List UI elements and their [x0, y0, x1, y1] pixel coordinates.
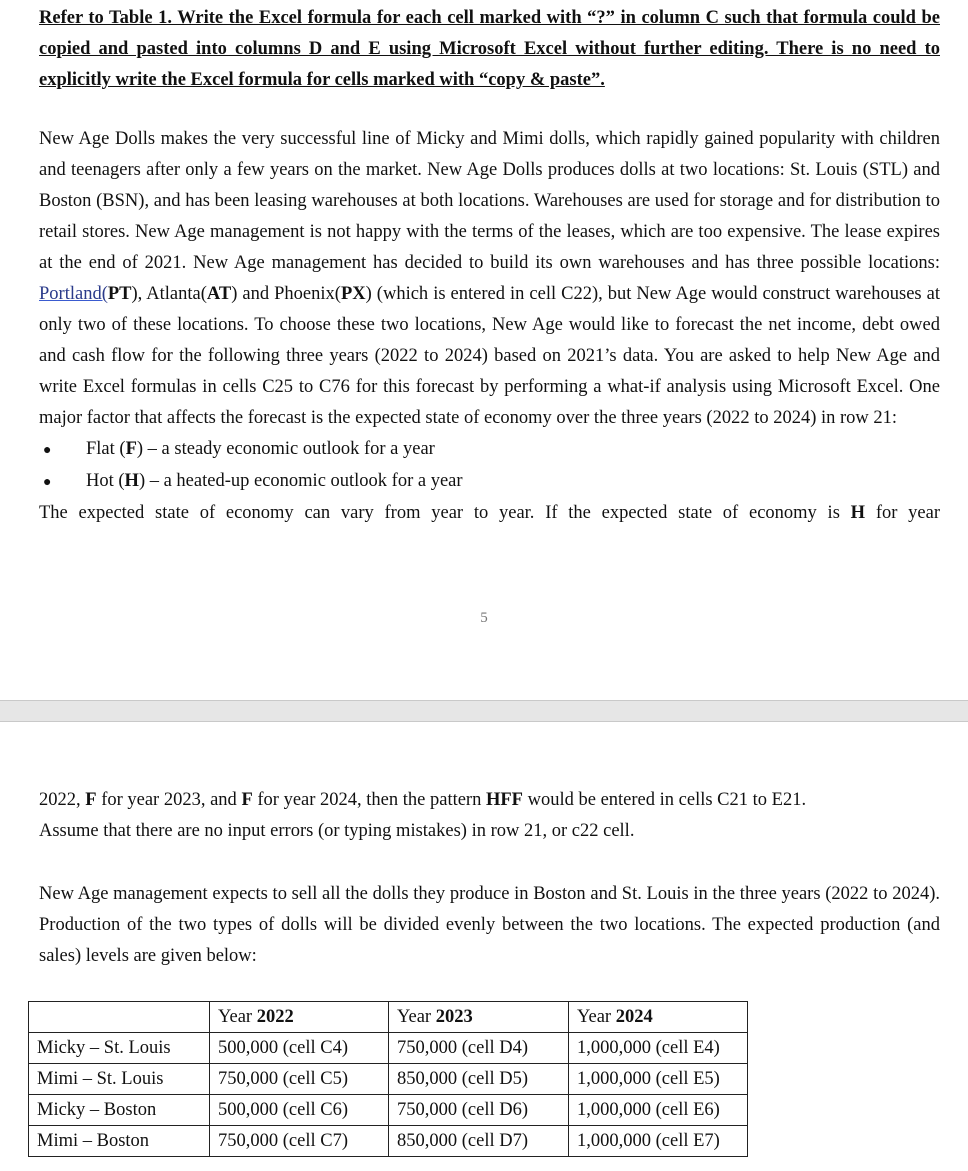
table-cell: 500,000 (cell C4)	[210, 1033, 389, 1064]
header-cell-empty	[29, 1002, 210, 1033]
pattern-text-d: would be entered in cells C21 to E21.	[522, 790, 807, 810]
bullet-dot: ●	[43, 443, 52, 458]
economy-state-sentence	[39, 498, 940, 529]
bullet-flat-pre: Flat (	[86, 439, 126, 459]
production-paragraph: New Age management expects to sell all the dolls they produce in Boston and St. Louis in the three years (2022 to 2024). Production of the two types of dolls will be divided evenly between the two locations. The expected production (and sales) levels are given below:	[39, 884, 940, 966]
header-cell-2024	[569, 1002, 748, 1033]
table-cell: 850,000 (cell D5)	[389, 1064, 569, 1095]
pattern-key-f1: F	[85, 790, 97, 810]
code-at: AT	[206, 284, 232, 304]
header-cell-2023	[389, 1002, 569, 1033]
bullet-dot: ●	[43, 475, 52, 490]
page-number: 5	[480, 610, 488, 626]
row-label: Micky – Boston	[29, 1095, 210, 1126]
table-cell: 750,000 (cell C7)	[210, 1126, 389, 1157]
pattern-text-c: for year 2024, then the pattern	[252, 790, 486, 810]
intro-text-d: ) (which is entered in cell C22), but New Age would construct warehouses at only two of these locations. To choose these two locations, New Age would like to forecast the net income, debt owed and cash flow for the following three years (2022 to 2024) based on 2021’s data. You are asked to help New Age and write Excel formulas in cells C25 to C76 for this forecast by performing a what-if analysis using Microsoft Excel. One major factor that affects the forecast is the expected state of economy over the three years (2022 to 2024) in row 21:	[39, 284, 940, 428]
pattern-line-2: Assume that there are no input errors (or typing mistakes) in row 21, or c22 cell.	[39, 821, 635, 841]
table-cell: 850,000 (cell D7)	[389, 1126, 569, 1157]
table-row	[29, 1126, 748, 1157]
header-year-value: 2022	[256, 1006, 294, 1027]
header-year-label: Year	[397, 1006, 436, 1027]
bullet-hot-post: ) – a heated-up economic outlook for a year	[138, 471, 463, 491]
bullet-flat-post: ) – a steady economic outlook for a year	[136, 439, 435, 459]
table-cell: 500,000 (cell C6)	[210, 1095, 389, 1126]
table-cell: 1,000,000 (cell E7)	[569, 1126, 748, 1157]
end-text-a: The expected state of economy can vary from year to year. If the expected state of economy is	[39, 503, 851, 523]
intro-text-a: New Age Dolls makes the very successful line of Micky and Mimi dolls, which rapidly gained popularity with children and teenagers after only a few years on the market. New Age Dolls produces dolls at two locations: St. Louis (STL) and Boston (BSN), and has been leasing warehouses at both locations. Warehouses are used for storage and for distribution to retail stores. New Age management is not happy with the terms of the leases, which are too expensive. The lease expires at the end of 2021. New Age management has decided to build its own warehouses and has three possible locations:	[39, 129, 940, 273]
bullet-flat-key: F	[125, 439, 137, 459]
code-pt: PT	[107, 284, 132, 304]
row-label: Mimi – St. Louis	[29, 1064, 210, 1095]
pattern-text-b: for year 2023, and	[96, 790, 242, 810]
table-cell: 1,000,000 (cell E4)	[569, 1033, 748, 1064]
production-table	[28, 1001, 748, 1157]
row-label: Mimi – Boston	[29, 1126, 210, 1157]
document-page-2	[0, 722, 968, 1171]
table-cell: 1,000,000 (cell E6)	[569, 1095, 748, 1126]
header-year-label: Year	[577, 1006, 616, 1027]
table-header-row	[29, 1002, 748, 1033]
table-cell: 750,000 (cell D6)	[389, 1095, 569, 1126]
header-year-label: Year	[218, 1006, 257, 1027]
portland-link: Portland(	[39, 284, 108, 304]
pattern-key-hff: HFF	[485, 790, 523, 810]
table-cell: 750,000 (cell C5)	[210, 1064, 389, 1095]
row-label: Micky – St. Louis	[29, 1033, 210, 1064]
end-key-h: H	[850, 503, 866, 523]
bullet-hot-key: H	[124, 471, 139, 491]
intro-paragraph	[39, 124, 940, 529]
header-year-value: 2023	[435, 1006, 473, 1027]
pattern-line-1	[39, 785, 940, 816]
instructions-heading: Refer to Table 1. Write the Excel formula for each cell marked with “?” in column C such that formula could be copied and pasted into columns D and E using Microsoft Excel without further editing. There is no need to explicitly write the Excel formula for cells marked with “copy & paste”.	[39, 8, 940, 90]
intro-text-b: ), Atlanta(	[131, 284, 207, 304]
header-year-value: 2024	[615, 1006, 653, 1027]
table-row	[29, 1064, 748, 1095]
intro-text-c: ) and Phoenix(	[231, 284, 341, 304]
table-cell: 750,000 (cell D4)	[389, 1033, 569, 1064]
bullet-hot	[39, 466, 940, 498]
end-text-b: for year	[865, 503, 940, 523]
header-cell-2022	[210, 1002, 389, 1033]
code-px: PX	[340, 284, 366, 304]
bullet-hot-pre: Hot (	[86, 471, 125, 491]
table-row	[29, 1095, 748, 1126]
page-break-divider	[0, 700, 968, 722]
bullet-flat	[39, 434, 940, 466]
pattern-paragraph	[39, 785, 940, 847]
pattern-key-f2: F	[241, 790, 253, 810]
table-row	[29, 1033, 748, 1064]
table-cell: 1,000,000 (cell E5)	[569, 1064, 748, 1095]
pattern-text-a: 2022,	[39, 790, 86, 810]
